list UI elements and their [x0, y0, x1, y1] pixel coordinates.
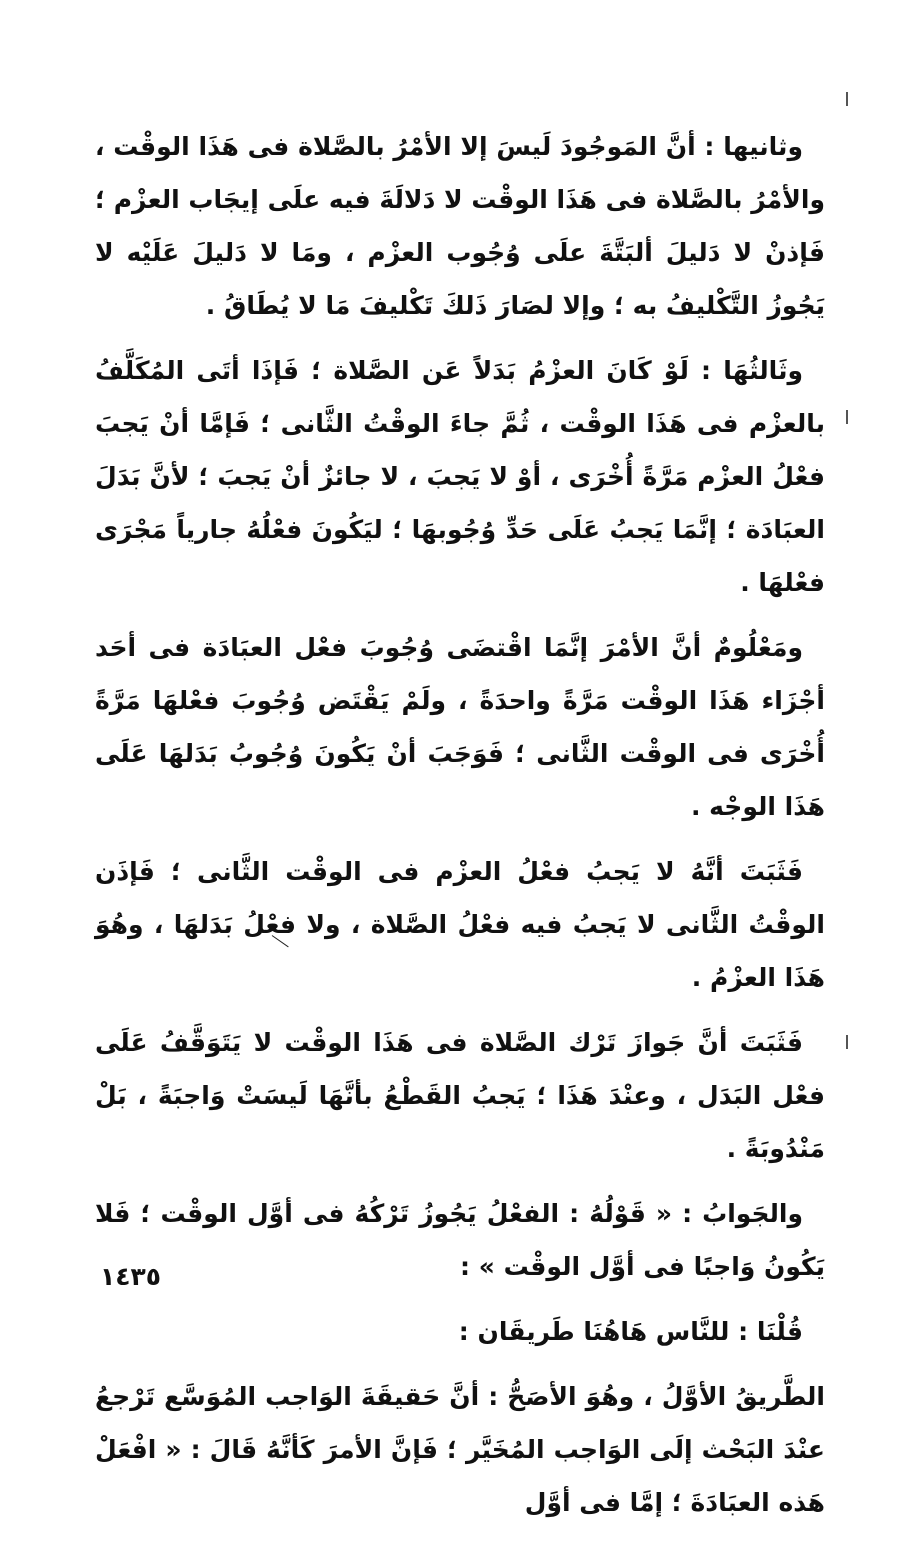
- margin-mark: [846, 410, 848, 424]
- paragraph-1: وثانيها : أنَّ المَوجُودَ لَيسَ إلا الأمْرُ بالصَّلاة فى هَذَا الوقْت ، والأمْرُ بالصَّلاة فى هَذَا الوقْت لا دَلالَةَ فيه علَى إيجَاب العزْم ؛ فَإذنْ لا دَليلَ ألبَتَّةَ علَى وُجُوب العزْم ، ومَا لا دَليلَ عَلَيْه لا يَجُوزُ التَّكْليفُ به ؛ وإلا لصَارَ ذَلكَ تَكْليفَ مَا لا يُطَاقُ .: [95, 132, 825, 320]
- paragraph-3: ومَعْلُومٌ أنَّ الأمْرَ إنَّمَا اقْتضَى وُجُوبَ فعْل العبَادَة فى أحَد أجْزَاء هَذَا الوقْت مَرَّةً واحدَةً ، ولَمْ يَقْتَض وُجُوبَ فعْلهَا مَرَّةً أُخْرَى فى الوقْت الثَّانى ؛ فَوَجَبَ أنْ يَكُونَ وُجُوبُ بَدَلهَا عَلَى هَذَا الوجْه .: [95, 633, 825, 821]
- paragraph-8: الطَّريقُ الأوَّلُ ، وهُوَ الأصَحُّ : أنَّ حَقيقَةَ الوَاجب المُوَسَّع تَرْجعُ عنْدَ البَحْث إلَى الوَاجب المُخَيَّر ؛ فَإنَّ الأمرَ كَأنَّهُ قَالَ : « افْعَلْ هَذه العبَادَةَ ؛ إمَّا فى أوَّل: [95, 1382, 825, 1517]
- page-number: ١٤٣٥: [100, 1262, 162, 1291]
- body-text: [95, 120, 825, 1541]
- paragraph-2: وثَالثُهَا : لَوْ كَانَ العزْمُ بَدَلاً عَن الصَّلاة ؛ فَإذَا أتَى المُكَلَّفُ بالعزْم فى هَذَا الوقْت ، ثُمَّ جاءَ الوقْتُ الثَّانى ؛ فَإمَّا أنْ يَجبَ فعْلُ العزْم مَرَّةً أُخْرَى ، أوْ لا يَجبَ ، لا جائزٌ أنْ يَجبَ ؛ لأنَّ بَدَلَ العبَادَة ؛ إنَّمَا يَجبُ عَلَى حَدِّ وُجُوبهَا ؛ ليَكُونَ فعْلُهُ جارياً مَجْرَى فعْلهَا .: [95, 356, 825, 597]
- paragraph-4: فَثَبَتَ أنَّهُ لا يَجبُ فعْلُ العزْم فى الوقْت الثَّانى ؛ فَإذَن الوقْتُ الثَّانى لا يَجبُ فيه فعْلُ الصَّلاة ، ولا فعْلُ بَدَلهَا ، وهُوَ هَذَا العزْمُ .: [95, 857, 825, 992]
- paragraph-7: قُلْنَا : للنَّاس هَاهُنَا طَريقَان :: [458, 1317, 803, 1346]
- paragraph-5: فَثَبَتَ أنَّ جَوازَ تَرْك الصَّلاة فى هَذَا الوقْت لا يَتَوَقَّفُ عَلَى فعْل البَدَل ، وعنْدَ هَذَا ؛ يَجبُ القَطْعُ بأنَّهَا لَيسَتْ وَاجبَةً ، بَلْ مَنْدُوبَةً .: [95, 1028, 825, 1163]
- paragraph-6: والجَوابُ : « قَوْلُهُ : الفعْلُ يَجُوزُ تَرْكُهُ فى أوَّل الوقْت ؛ فَلا يَكُونُ وَاجبًا فى أوَّل الوقْت » :: [95, 1199, 825, 1281]
- margin-mark: [846, 1035, 848, 1049]
- margin-mark: [846, 92, 848, 106]
